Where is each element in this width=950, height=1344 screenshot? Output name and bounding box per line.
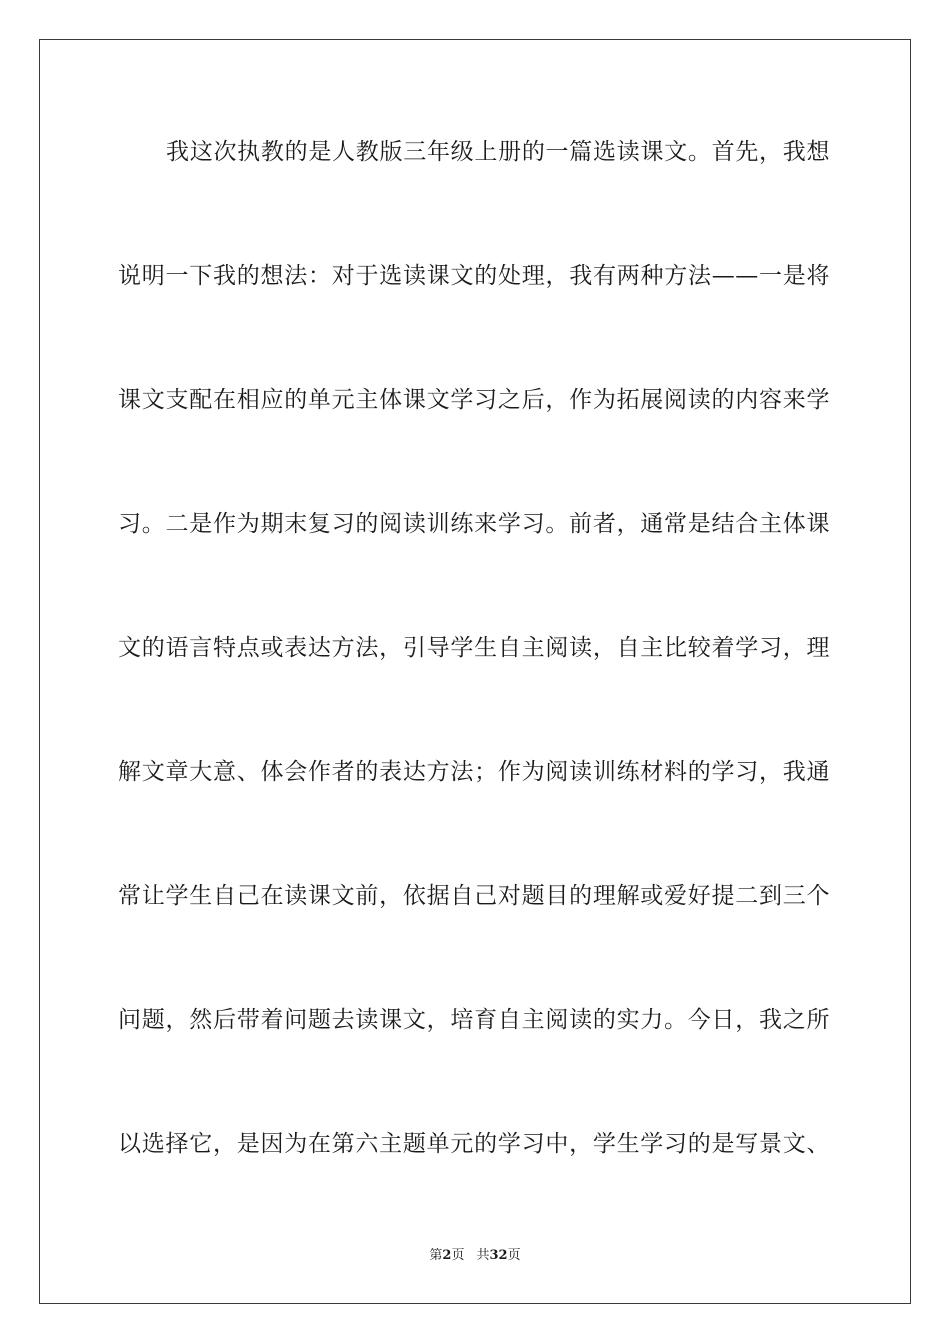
text-line-3: 课文支配在相应的单元主体课文学习之后，作为拓展阅读的内容来学 [118, 387, 830, 413]
text-line-5: 文的语言特点或表达方法，引导学生自主阅读，自主比较着学习，理 [118, 635, 830, 661]
page-footer [0, 1247, 950, 1265]
total-prefix: 共 [476, 1248, 490, 1263]
text-line-7: 常让学生自己在读课文前，依据自己对题目的理解或爱好提二到三个 [118, 883, 830, 909]
page-border [39, 39, 911, 1304]
total-pages: 32 [489, 1248, 508, 1263]
text-line-8: 问题，然后带着问题去读课文，培育自主阅读的实力。今日，我之所 [118, 1007, 830, 1033]
text-line-6: 解文章大意、体会作者的表达方法；作为阅读训练材料的学习，我通 [118, 759, 830, 785]
text-line-9: 以选择它，是因为在第六主题单元的学习中，学生学习的是写景文、 [118, 1131, 830, 1157]
page-prefix: 第 [429, 1248, 443, 1263]
page-suffix: 页 [451, 1248, 465, 1263]
total-suffix: 页 [507, 1248, 521, 1263]
text-line-4: 习。二是作为期末复习的阅读训练来学习。前者，通常是结合主体课 [118, 511, 830, 537]
text-line-2: 说明一下我的想法：对于选读课文的处理，我有两种方法——一是将 [118, 263, 830, 289]
page-number: 2 [442, 1248, 452, 1263]
text-line-1: 我这次执教的是人教版三年级上册的一篇选读课文。首先，我想 [166, 139, 830, 165]
